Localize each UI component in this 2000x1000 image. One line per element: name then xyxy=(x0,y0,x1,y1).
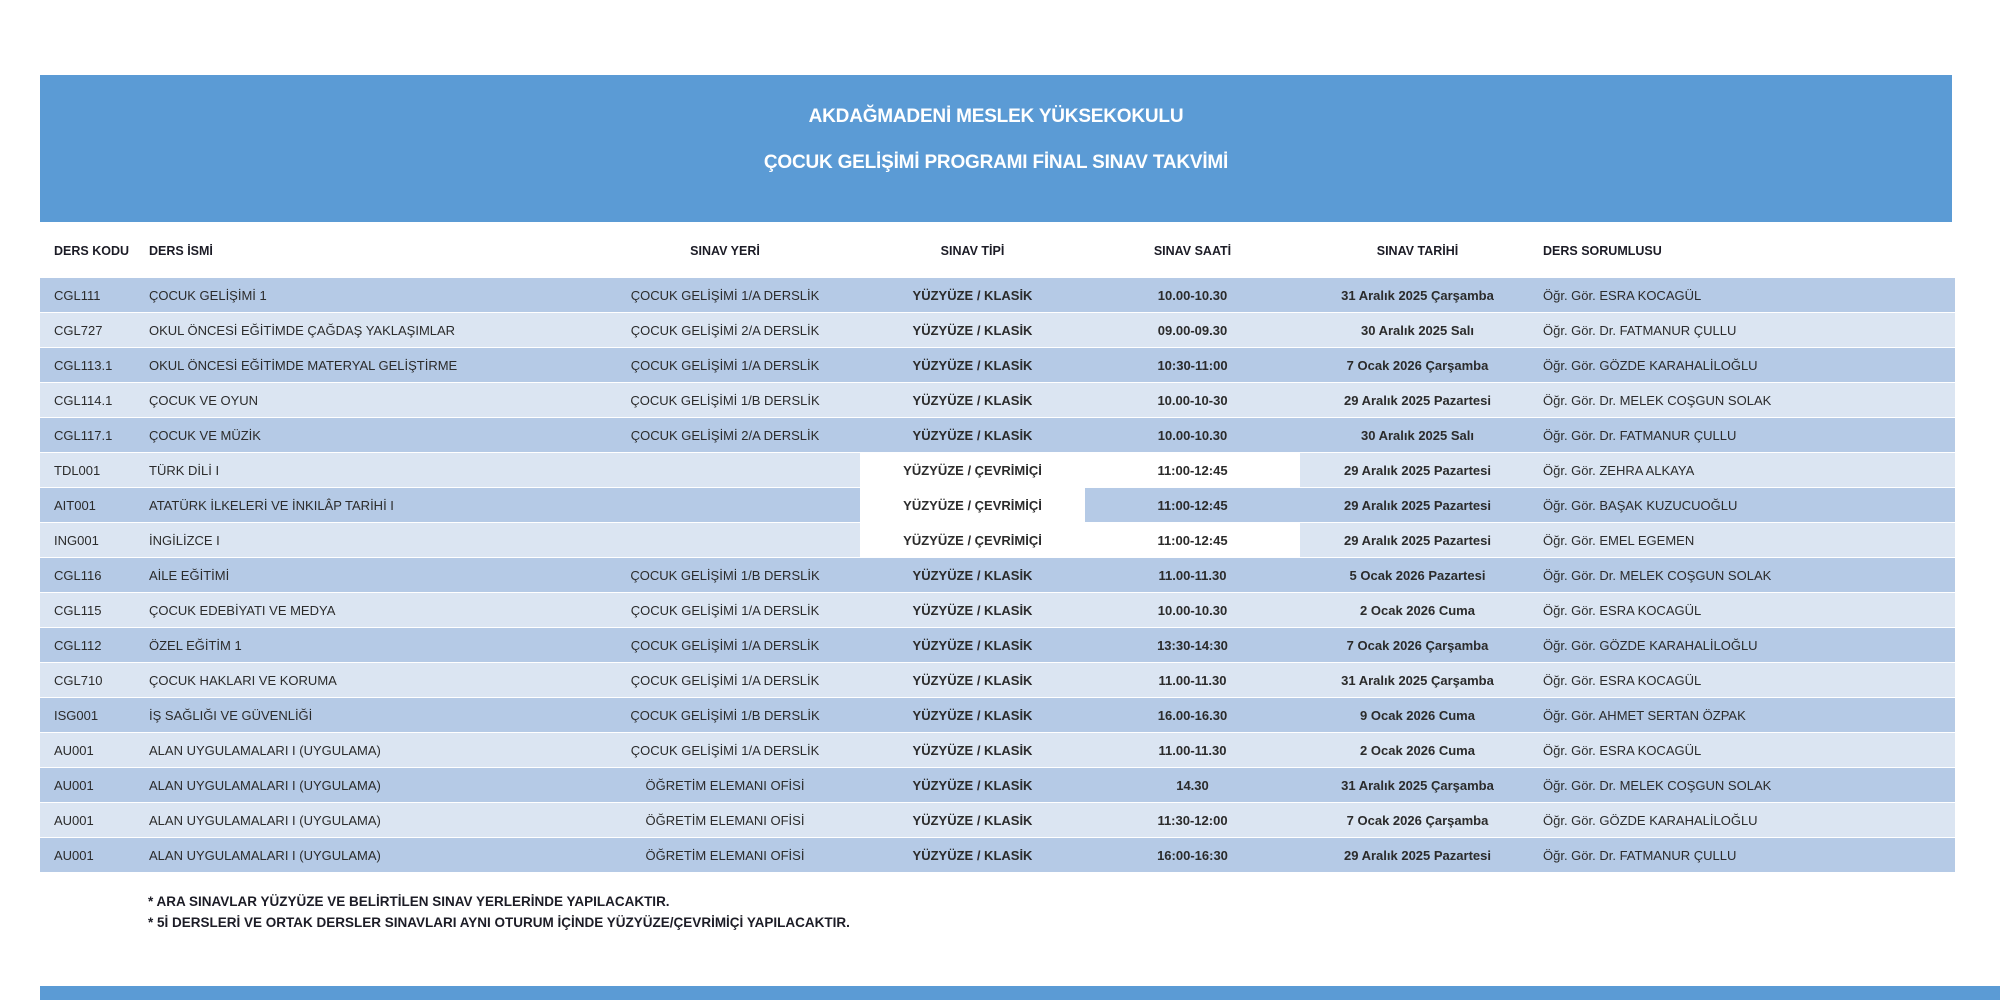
cell-tipi: YÜZYÜZE / KLASİK xyxy=(860,278,1085,312)
cell-kodu: AU001 xyxy=(40,803,145,837)
cell-yeri: ÇOCUK GELİŞİMİ 1/B DERSLİK xyxy=(590,558,860,592)
footnote-1: * ARA SINAVLAR YÜZYÜZE VE BELİRTİLEN SINAV YERLERİNDE YAPILACAKTIR. xyxy=(148,894,670,909)
cell-saati: 10:30-11:00 xyxy=(1085,348,1300,382)
table-row xyxy=(40,313,1955,348)
cell-sorumlusu: Öğr. Gör. ESRA KOCAGÜL xyxy=(1535,593,1955,627)
cell-sorumlusu: Öğr. Gör. Dr. MELEK COŞGUN SOLAK xyxy=(1535,768,1955,802)
cell-ismi: AİLE EĞİTİMİ xyxy=(145,558,590,592)
cell-saati: 11.00-11.30 xyxy=(1085,733,1300,767)
table-row xyxy=(40,418,1955,453)
cell-tipi: YÜZYÜZE / KLASİK xyxy=(860,768,1085,802)
cell-kodu: TDL001 xyxy=(40,453,145,487)
cell-ismi: OKUL ÖNCESİ EĞİTİMDE ÇAĞDAŞ YAKLAŞIMLAR xyxy=(145,313,590,347)
cell-sorumlusu: Öğr. Gör. Dr. MELEK COŞGUN SOLAK xyxy=(1535,558,1955,592)
table-row xyxy=(40,383,1955,418)
table-row xyxy=(40,453,1955,488)
cell-saati: 13:30-14:30 xyxy=(1085,628,1300,662)
cell-kodu: CGL116 xyxy=(40,558,145,592)
cell-kodu: CGL114.1 xyxy=(40,383,145,417)
cell-yeri: ÇOCUK GELİŞİMİ 1/B DERSLİK xyxy=(590,383,860,417)
cell-kodu: CGL117.1 xyxy=(40,418,145,452)
cell-tarihi: 29 Aralık 2025 Pazartesi xyxy=(1300,838,1535,872)
column-header-yeri: SINAV YERİ xyxy=(690,244,760,258)
cell-sorumlusu: Öğr. Gör. ESRA KOCAGÜL xyxy=(1535,278,1955,312)
cell-tipi: YÜZYÜZE / KLASİK xyxy=(860,383,1085,417)
cell-yeri: ÇOCUK GELİŞİMİ 1/A DERSLİK xyxy=(590,593,860,627)
table-row xyxy=(40,558,1955,593)
column-header-saati: SINAV SAATİ xyxy=(1153,244,1232,258)
cell-ismi: İŞ SAĞLIĞI VE GÜVENLİĞİ xyxy=(145,698,590,732)
cell-tarihi: 7 Ocak 2026 Çarşamba xyxy=(1300,803,1535,837)
cell-yeri: ÇOCUK GELİŞİMİ 1/A DERSLİK xyxy=(590,628,860,662)
cell-tipi: YÜZYÜZE / KLASİK xyxy=(860,593,1085,627)
cell-yeri: ÇOCUK GELİŞİMİ 1/A DERSLİK xyxy=(590,733,860,767)
title-banner xyxy=(40,75,1952,222)
cell-tipi: YÜZYÜZE / KLASİK xyxy=(860,418,1085,452)
cell-saati: 14.30 xyxy=(1085,768,1300,802)
cell-sorumlusu: Öğr. Gör. GÖZDE KARAHALİLOĞLU xyxy=(1535,628,1955,662)
cell-ismi: ÇOCUK VE OYUN xyxy=(145,383,590,417)
cell-tipi: YÜZYÜZE / KLASİK xyxy=(860,698,1085,732)
column-header-ismi: DERS İSMİ xyxy=(149,244,213,258)
cell-saati: 10.00-10.30 xyxy=(1085,418,1300,452)
cell-ismi: ATATÜRK İLKELERİ VE İNKILÂP TARİHİ I xyxy=(145,488,590,522)
cell-ismi: ÇOCUK VE MÜZİK xyxy=(145,418,590,452)
cell-saati: 11.00-11.30 xyxy=(1085,558,1300,592)
table-row xyxy=(40,698,1955,733)
cell-sorumlusu: Öğr. Gör. BAŞAK KUZUCUOĞLU xyxy=(1535,488,1955,522)
cell-tipi: YÜZYÜZE / KLASİK xyxy=(860,628,1085,662)
cell-tipi: YÜZYÜZE / KLASİK xyxy=(860,803,1085,837)
cell-yeri xyxy=(590,453,860,487)
cell-saati: 11:00-12:45 xyxy=(1085,488,1300,522)
cell-tarihi: 29 Aralık 2025 Pazartesi xyxy=(1300,523,1535,557)
table-row xyxy=(40,488,1955,523)
cell-tarihi: 30 Aralık 2025 Salı xyxy=(1300,418,1535,452)
cell-tarihi: 9 Ocak 2026 Cuma xyxy=(1300,698,1535,732)
table-row xyxy=(40,523,1955,558)
cell-saati: 11:30-12:00 xyxy=(1085,803,1300,837)
cell-sorumlusu: Öğr. Gör. Dr. FATMANUR ÇULLU xyxy=(1535,838,1955,872)
column-header-tarihi: SINAV TARİHİ xyxy=(1376,244,1459,258)
cell-saati: 10.00-10.30 xyxy=(1085,593,1300,627)
cell-tipi: YÜZYÜZE / ÇEVRİMİÇİ xyxy=(860,523,1085,557)
column-header-tipi: SINAV TİPİ xyxy=(940,244,1005,258)
cell-tarihi: 5 Ocak 2026 Pazartesi xyxy=(1300,558,1535,592)
cell-saati: 16:00-16:30 xyxy=(1085,838,1300,872)
cell-sorumlusu: Öğr. Gör. AHMET SERTAN ÖZPAK xyxy=(1535,698,1955,732)
cell-tarihi: 31 Aralık 2025 Çarşamba xyxy=(1300,278,1535,312)
cell-kodu: AIT001 xyxy=(40,488,145,522)
table-row xyxy=(40,838,1955,873)
cell-sorumlusu: Öğr. Gör. GÖZDE KARAHALİLOĞLU xyxy=(1535,348,1955,382)
column-header-kodu: DERS KODU xyxy=(54,244,130,258)
cell-sorumlusu: Öğr. Gör. ESRA KOCAGÜL xyxy=(1535,733,1955,767)
cell-yeri: ÇOCUK GELİŞİMİ 2/A DERSLİK xyxy=(590,313,860,347)
cell-tarihi: 29 Aralık 2025 Pazartesi xyxy=(1300,453,1535,487)
cell-ismi: ALAN UYGULAMALARI I (UYGULAMA) xyxy=(145,733,590,767)
cell-kodu: CGL710 xyxy=(40,663,145,697)
cell-yeri: ÇOCUK GELİŞİMİ 1/A DERSLİK xyxy=(590,348,860,382)
cell-saati: 11:00-12:45 xyxy=(1085,453,1300,487)
cell-sorumlusu: Öğr. Gör. Dr. FATMANUR ÇULLU xyxy=(1535,418,1955,452)
cell-tarihi: 29 Aralık 2025 Pazartesi xyxy=(1300,488,1535,522)
cell-tarihi: 2 Ocak 2026 Cuma xyxy=(1300,593,1535,627)
cell-kodu: AU001 xyxy=(40,733,145,767)
footnotes xyxy=(148,891,850,933)
cell-yeri xyxy=(590,488,860,522)
school-title: AKDAĞMADENİ MESLEK YÜKSEKOKULU xyxy=(808,106,1184,127)
table-row xyxy=(40,768,1955,803)
cell-yeri xyxy=(590,523,860,557)
table-body xyxy=(40,278,1955,873)
table-row xyxy=(40,278,1955,313)
table-row xyxy=(40,628,1955,663)
cell-yeri: ÇOCUK GELİŞİMİ 1/A DERSLİK xyxy=(590,663,860,697)
cell-tarihi: 29 Aralık 2025 Pazartesi xyxy=(1300,383,1535,417)
cell-ismi: OKUL ÖNCESİ EĞİTİMDE MATERYAL GELİŞTİRME xyxy=(145,348,590,382)
cell-yeri: ÖĞRETİM ELEMANI OFİSİ xyxy=(590,838,860,872)
cell-yeri: ÇOCUK GELİŞİMİ 2/A DERSLİK xyxy=(590,418,860,452)
cell-ismi: İNGİLİZCE I xyxy=(145,523,590,557)
cell-kodu: AU001 xyxy=(40,768,145,802)
cell-sorumlusu: Öğr. Gör. ESRA KOCAGÜL xyxy=(1535,663,1955,697)
cell-yeri: ÇOCUK GELİŞİMİ 1/B DERSLİK xyxy=(590,698,860,732)
cell-kodu: CGL112 xyxy=(40,628,145,662)
table-row xyxy=(40,733,1955,768)
column-header-sorumlusu: DERS SORUMLUSU xyxy=(1543,244,1662,258)
cell-kodu: CGL113.1 xyxy=(40,348,145,382)
cell-kodu: CGL115 xyxy=(40,593,145,627)
cell-kodu: CGL727 xyxy=(40,313,145,347)
cell-saati: 09.00-09.30 xyxy=(1085,313,1300,347)
table-header-row xyxy=(40,238,1955,264)
footnote-2: * 5İ DERSLERİ VE ORTAK DERSLER SINAVLARI AYNI OTURUM İÇİNDE YÜZYÜZE/ÇEVRİMİÇİ YAPILACAKTIR. xyxy=(148,915,850,930)
cell-saati: 10.00-10-30 xyxy=(1085,383,1300,417)
cell-sorumlusu: Öğr. Gör. ZEHRA ALKAYA xyxy=(1535,453,1955,487)
cell-tarihi: 31 Aralık 2025 Çarşamba xyxy=(1300,663,1535,697)
cell-tarihi: 7 Ocak 2026 Çarşamba xyxy=(1300,628,1535,662)
cell-sorumlusu: Öğr. Gör. GÖZDE KARAHALİLOĞLU xyxy=(1535,803,1955,837)
cell-saati: 10.00-10.30 xyxy=(1085,278,1300,312)
cell-saati: 11:00-12:45 xyxy=(1085,523,1300,557)
cell-ismi: ÇOCUK GELİŞİMİ 1 xyxy=(145,278,590,312)
cell-yeri: ÇOCUK GELİŞİMİ 1/A DERSLİK xyxy=(590,278,860,312)
cell-tipi: YÜZYÜZE / KLASİK xyxy=(860,313,1085,347)
cell-tipi: YÜZYÜZE / KLASİK xyxy=(860,558,1085,592)
cell-saati: 11.00-11.30 xyxy=(1085,663,1300,697)
table-row xyxy=(40,663,1955,698)
cell-tipi: YÜZYÜZE / ÇEVRİMİÇİ xyxy=(860,488,1085,522)
cell-tipi: YÜZYÜZE / KLASİK xyxy=(860,348,1085,382)
table-row xyxy=(40,593,1955,628)
cell-tarihi: 30 Aralık 2025 Salı xyxy=(1300,313,1535,347)
cell-tipi: YÜZYÜZE / KLASİK xyxy=(860,838,1085,872)
cell-sorumlusu: Öğr. Gör. EMEL EGEMEN xyxy=(1535,523,1955,557)
cell-ismi: ÇOCUK HAKLARI VE KORUMA xyxy=(145,663,590,697)
cell-saati: 16.00-16.30 xyxy=(1085,698,1300,732)
cell-tarihi: 2 Ocak 2026 Cuma xyxy=(1300,733,1535,767)
cell-kodu: AU001 xyxy=(40,838,145,872)
cell-kodu: ISG001 xyxy=(40,698,145,732)
cell-sorumlusu: Öğr. Gör. Dr. FATMANUR ÇULLU xyxy=(1535,313,1955,347)
cell-ismi: ÇOCUK EDEBİYATI VE MEDYA xyxy=(145,593,590,627)
cell-tipi: YÜZYÜZE / KLASİK xyxy=(860,733,1085,767)
cell-kodu: ING001 xyxy=(40,523,145,557)
bottom-accent-bar xyxy=(40,986,2000,1000)
table-row xyxy=(40,348,1955,383)
table-row xyxy=(40,803,1955,838)
cell-tipi: YÜZYÜZE / ÇEVRİMİÇİ xyxy=(860,453,1085,487)
program-title: ÇOCUK GELİŞİMİ PROGRAMI FİNAL SINAV TAKVİMİ xyxy=(763,152,1229,173)
cell-kodu: CGL111 xyxy=(40,278,145,312)
cell-ismi: TÜRK DİLİ I xyxy=(145,453,590,487)
cell-ismi: ALAN UYGULAMALARI I (UYGULAMA) xyxy=(145,768,590,802)
cell-tarihi: 31 Aralık 2025 Çarşamba xyxy=(1300,768,1535,802)
cell-ismi: ALAN UYGULAMALARI I (UYGULAMA) xyxy=(145,803,590,837)
cell-sorumlusu: Öğr. Gör. Dr. MELEK COŞGUN SOLAK xyxy=(1535,383,1955,417)
cell-yeri: ÖĞRETİM ELEMANI OFİSİ xyxy=(590,803,860,837)
cell-ismi: ÖZEL EĞİTİM 1 xyxy=(145,628,590,662)
cell-tarihi: 7 Ocak 2026 Çarşamba xyxy=(1300,348,1535,382)
cell-ismi: ALAN UYGULAMALARI I (UYGULAMA) xyxy=(145,838,590,872)
cell-yeri: ÖĞRETİM ELEMANI OFİSİ xyxy=(590,768,860,802)
cell-tipi: YÜZYÜZE / KLASİK xyxy=(860,663,1085,697)
